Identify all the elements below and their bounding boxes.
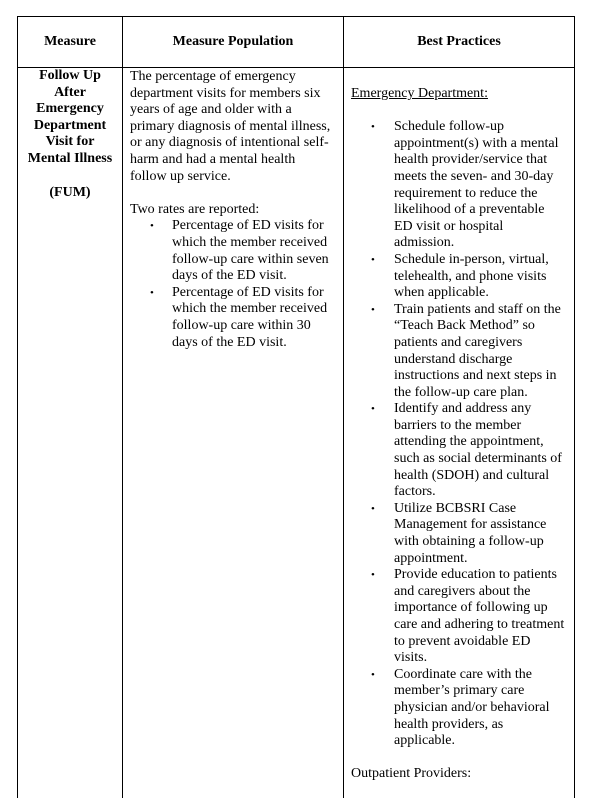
rate-line: days of the ED visit. [172,334,287,350]
practice-line: factors. [394,484,436,500]
column-divider-2 [343,16,344,798]
practice-line: when applicable. [394,285,489,301]
rate-line: Percentage of ED visits for [172,284,324,300]
practice-line: such as social determinants of [394,451,562,467]
practice-line: member’s primary care [394,683,525,699]
bullet-icon: • [371,502,375,515]
measure-name-line: Follow Up [39,68,101,83]
measure-cell [18,68,122,201]
rates-intro: Two rates are reported: [130,201,260,217]
measure-name-line: Emergency [36,101,104,117]
practice-line: health providers, as [394,716,504,732]
rate-line: follow-up care within seven [172,251,329,267]
population-line: The percentage of emergency [130,69,296,84]
header-measure-population: Measure Population [172,33,294,49]
population-line: harm and had a mental health [130,151,296,167]
practice-line: attending the appointment, [394,434,544,450]
bullet-icon: • [371,403,375,416]
practice-line: Management for assistance [394,517,547,533]
rate-line: which the member received [172,234,328,250]
column-divider-1 [122,16,123,798]
practice-line: telehealth, and phone visits [394,268,547,284]
list-item [351,401,573,501]
rates-list [130,218,342,351]
bullet-icon: • [371,303,375,316]
practice-line: meets the seven- and 30-day [394,168,554,184]
practice-line: “Teach Back Method” so [394,318,535,334]
practice-line: patients and caregivers [394,334,523,350]
bullet-icon: • [371,253,375,266]
measure-name-line: Department [33,117,107,133]
practice-line: appointment. [394,550,468,566]
practice-line: Provide education to patients [394,567,557,583]
header-best-practices: Best Practices [417,33,501,49]
bullet-icon: • [150,220,154,233]
practice-line: Coordinate care with the [394,666,533,682]
list-item [351,667,573,750]
list-item [351,119,573,252]
practice-line: Train patients and staff on the [394,301,561,317]
practice-line: applicable. [394,733,456,749]
table-border-right [574,16,575,798]
practice-line: Utilize BCBSRI Case [394,500,517,516]
practice-line: understand discharge [394,351,513,367]
measure-code: (FUM) [49,184,91,200]
practice-line: and caregivers about the [394,583,531,599]
population-line: years of age and older with a [130,102,292,118]
bullet-icon: • [371,668,375,681]
practice-line: requirement to reduce the [394,185,538,201]
list-item [130,218,342,284]
practice-line: appointment(s) with a mental [394,135,559,151]
list-item [351,501,573,567]
practice-line: health (SDOH) and cultural [394,467,550,483]
practice-line: instructions and next steps in [394,368,557,384]
measure-name-line: Mental Illness [27,150,113,166]
bullet-icon: • [150,286,154,299]
practice-line: likelihood of a preventable [394,202,545,218]
population-line: primary diagnosis of mental illness, [130,118,331,134]
practice-line: Schedule follow-up [394,119,505,135]
ed-heading: Emergency Department: [351,86,488,101]
bullet-icon: • [371,121,375,134]
best-practices-list [351,119,573,750]
practice-line: care and adhering to treatment [394,617,565,632]
practice-line: importance of following up [394,600,548,616]
practice-line: admission. [394,235,455,251]
rate-line: follow-up care within 30 [172,317,311,333]
practice-line: visits. [394,650,428,666]
rate-line: Percentage of ED visits for [172,218,324,234]
rate-line: which the member received [172,301,328,317]
outpatient-heading: Outpatient Providers: [351,766,472,782]
measure-name-line: After [54,84,86,100]
best-practices-cell [351,86,573,783]
practice-line: Identify and address any [394,401,532,417]
list-item [130,285,342,351]
practice-line: the follow-up care plan. [394,384,528,400]
rate-line: days of the ED visit. [172,268,287,284]
bullet-icon: • [371,569,375,582]
practice-line: barriers to the member [394,417,522,433]
practice-line: Schedule in-person, virtual, [394,251,549,267]
practice-line: with obtaining a follow-up [394,534,544,550]
population-line: follow up service. [130,168,231,184]
population-line: or any diagnosis of intentional self- [130,135,329,151]
practice-line: ED visit or hospital [394,218,504,234]
header-measure: Measure [44,33,96,49]
practice-line: health provider/service that [394,152,548,168]
list-item [351,302,573,402]
population-cell [130,69,342,351]
practice-line: to prevent avoidable ED [394,633,531,649]
population-line: department visits for members six [130,85,321,101]
list-item [351,567,573,667]
practice-line: physician and/or behavioral [394,699,550,715]
measure-name-line: Visit for [45,134,95,150]
list-item [351,252,573,302]
